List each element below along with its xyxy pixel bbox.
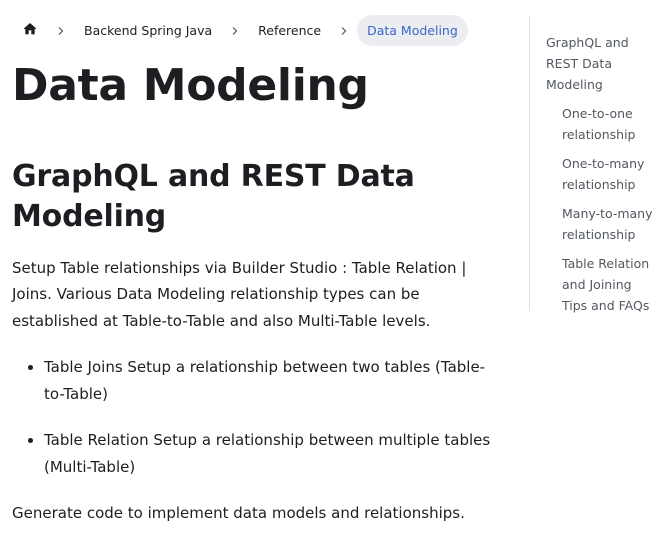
list-item: • Table Relation Setup a relationship between multiple tables (Multi-Table)	[44, 427, 492, 480]
toc-link-table-relation-tips[interactable]: Table Relation and Joining Tips and FAQs	[562, 256, 650, 313]
intro-paragraph: Setup Table relationships via Builder Studio : Table Relation | Joins. Various Data Modeling relationship types can be established at Table-to-Table and also Multi-Table levels.	[12, 258, 467, 330]
breadcrumb	[12, 15, 468, 46]
breadcrumb-home-link[interactable]	[12, 15, 48, 46]
breadcrumb-backend-spring-java[interactable]: Backend Spring Java	[84, 23, 213, 38]
article-content	[12, 60, 492, 527]
breadcrumb-reference[interactable]: Reference	[258, 23, 322, 38]
toc-link-graphql-rest-data-modeling[interactable]: GraphQL and REST Data Modeling	[546, 35, 629, 92]
page-title: Data Modeling	[12, 60, 369, 111]
chevron-right-icon	[48, 26, 74, 36]
chevron-right-icon	[222, 26, 248, 36]
chevron-right-icon	[331, 26, 357, 36]
breadcrumb-current-data-modeling: Data Modeling	[357, 15, 468, 46]
toc-link-one-to-many[interactable]: One-to-many relationship	[562, 156, 645, 192]
home-icon	[22, 21, 38, 40]
section-heading: GraphQL and REST Data Modeling	[12, 158, 415, 234]
closing-paragraph: Generate code to implement data models and relationships.	[12, 504, 465, 523]
toc-link-many-to-many[interactable]: Many-to-many relationship	[562, 206, 653, 242]
relationship-list	[12, 354, 492, 480]
toc-link-one-to-one[interactable]: One-to-one relationship	[562, 106, 636, 142]
table-of-contents	[529, 16, 661, 311]
list-item: • Table Joins Setup a relationship between two tables (Table-to-Table)	[44, 354, 492, 407]
